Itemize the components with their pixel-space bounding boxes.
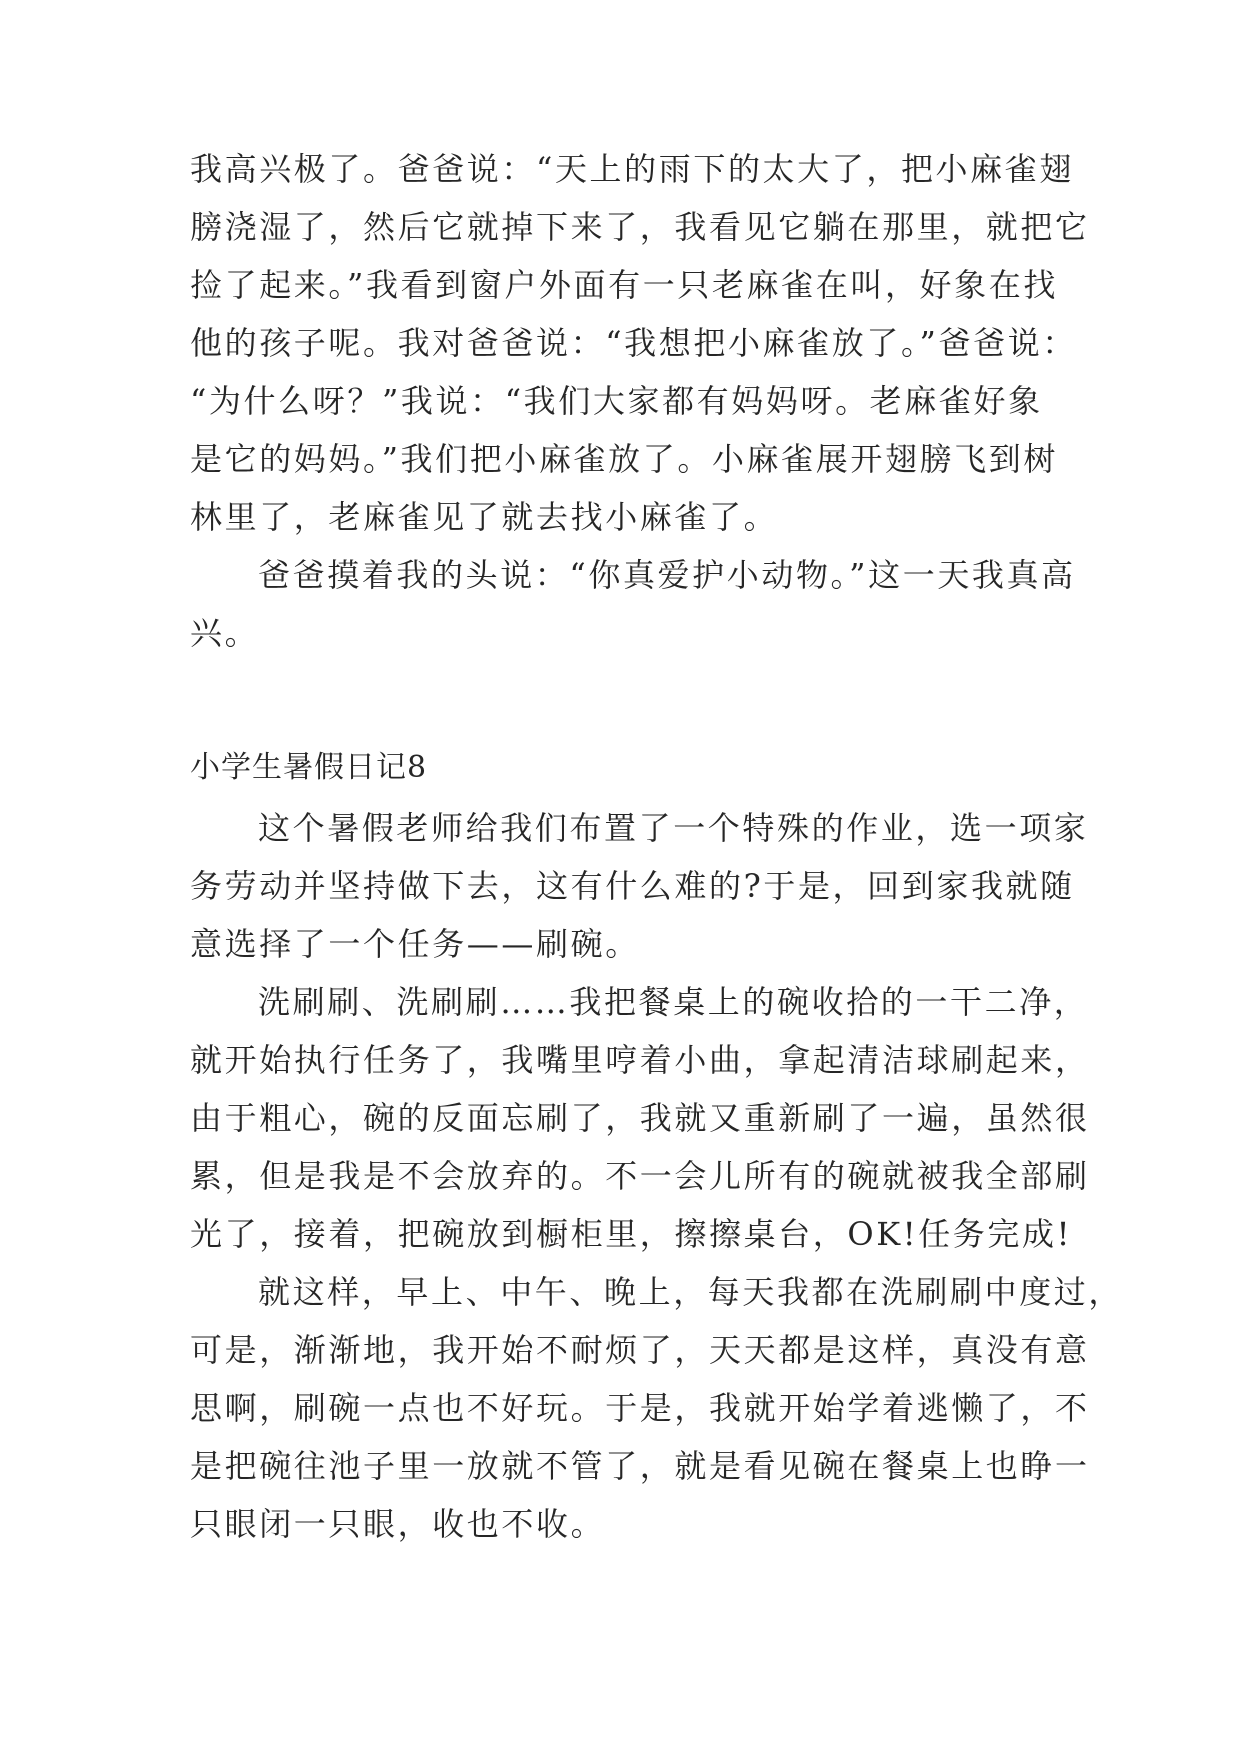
text-line: 可是，渐渐地，我开始不耐烦了，天天都是这样，真没有意 — [190, 1331, 1090, 1369]
text-line: 洗刷刷、洗刷刷……我把餐桌上的碗收拾的一干二净， — [258, 983, 1089, 1021]
text-line: 由于粗心，碗的反面忘刷了，我就又重新刷了一遍，虽然很 — [190, 1099, 1090, 1137]
text-line: 这个暑假老师给我们布置了一个特殊的作业，选一项家 — [258, 809, 1089, 847]
text-line: 林里了，老麻雀见了就去找小麻雀了。 — [190, 498, 779, 536]
text-line: 膀浇湿了，然后它就掉下来了，我看见它躺在那里，就把它 — [190, 208, 1090, 246]
diary-entry-7-continuation — [190, 140, 1090, 662]
text-line: 是它的妈妈。”我们把小麻雀放了。小麻雀展开翅膀飞到树 — [190, 440, 1058, 478]
text-line: 光了，接着，把碗放到橱柜里，擦擦桌台，OK!任务完成! — [190, 1215, 1073, 1253]
text-line: 累，但是我是不会放弃的。不一会儿所有的碗就被我全部刷 — [190, 1157, 1090, 1195]
text-line: 我高兴极了。爸爸说：“天上的雨下的太大了，把小麻雀翅 — [190, 150, 1074, 188]
text-line: 务劳动并坚持做下去，这有什么难的?于是，回到家我就随 — [190, 867, 1075, 905]
text-line: 是把碗往池子里一放就不管了，就是看见碗在餐桌上也睁一 — [190, 1447, 1090, 1485]
diary-entry-8-body — [190, 799, 1124, 1553]
text-line: 思啊，刷碗一点也不好玩。于是，我就开始学着逃懒了，不 — [190, 1389, 1090, 1427]
text-line: 就开始执行任务了，我嘴里哼着小曲，拿起清洁球刷起来， — [190, 1041, 1090, 1079]
text-line: 就这样，早上、中午、晚上，每天我都在洗刷刷中度过， — [258, 1273, 1124, 1311]
text-line: 爸爸摸着我的头说：“你真爱护小动物。”这一天我真高 — [258, 556, 1076, 594]
text-line: “为什么呀？”我说：“我们大家都有妈妈呀。老麻雀好象 — [190, 382, 1043, 420]
diary-heading: 小学生暑假日记8 — [190, 750, 428, 785]
text-line: 兴。 — [190, 614, 260, 652]
text-line: 只眼闭一只眼，收也不收。 — [190, 1505, 606, 1543]
text-line: 意选择了一个任务——刷碗。 — [190, 925, 640, 963]
text-line: 他的孩子呢。我对爸爸说：“我想把小麻雀放了。”爸爸说： — [190, 324, 1077, 362]
text-line: 捡了起来。”我看到窗户外面有一只老麻雀在叫，好象在找 — [190, 266, 1058, 304]
